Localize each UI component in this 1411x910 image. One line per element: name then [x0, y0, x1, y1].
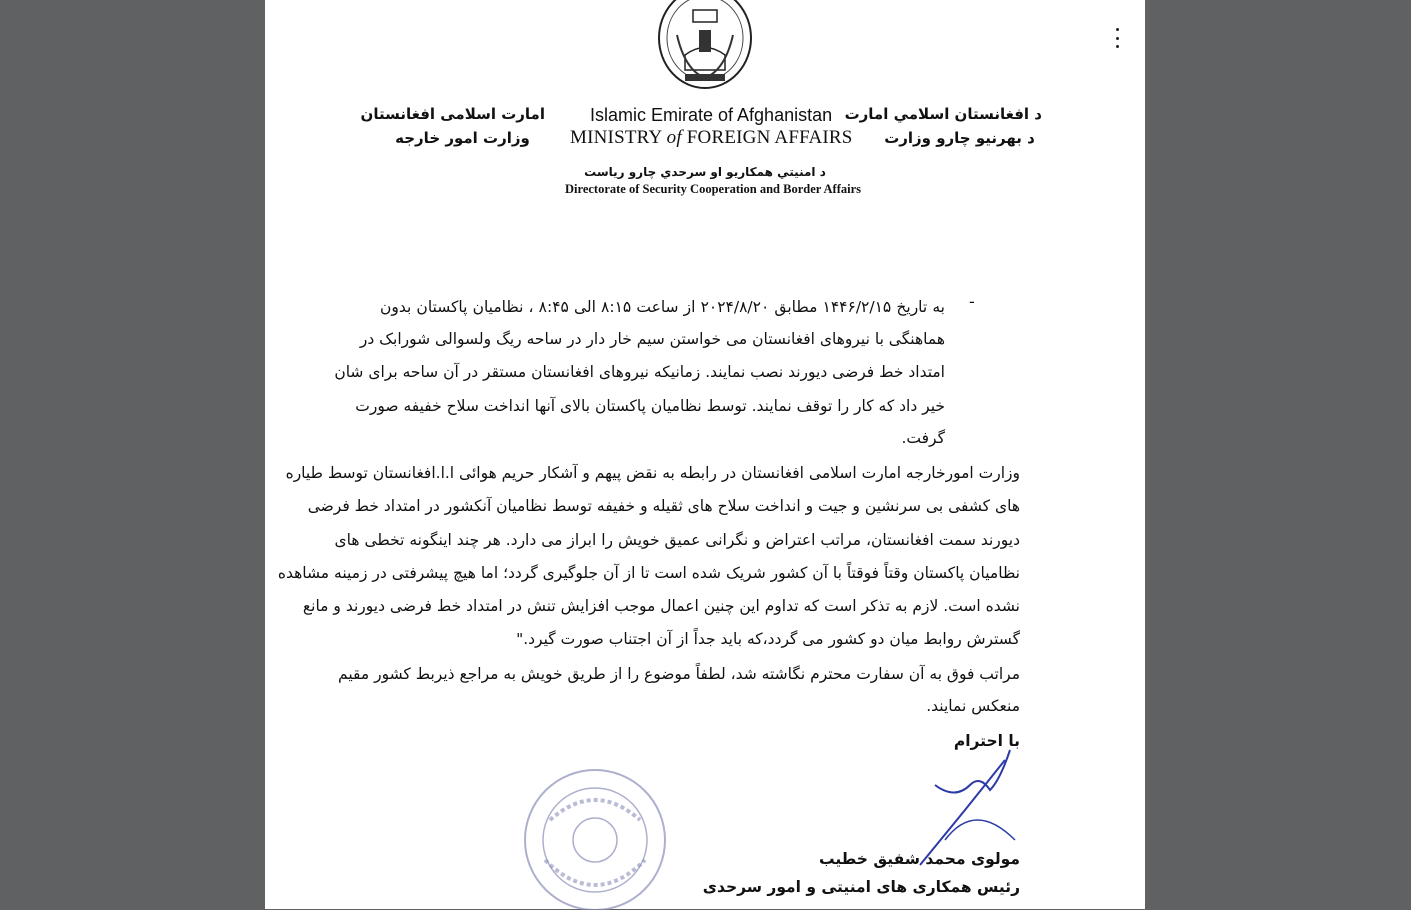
of-text: of	[666, 127, 682, 148]
paragraph2-line: گسترش روابط میان دو کشور می گردد،که باید جداً از آن اجتناب صورت گیرد."	[516, 630, 1020, 648]
paragraph2-line: های کشفی بی سرنشین و جیت و انداخت سلاح های ثقیله و خفیفه توسط نظامیان آنکشور در امتداد خط فرضی	[307, 497, 1020, 515]
paragraph2-line: دیورند سمت افغانستان، مراتب اعتراض و نگرانی عمیق خویش را ابراز می دارد. هر چند اینگونه تخطی های	[334, 531, 1020, 549]
directorate-english: Directorate of Security Cooperation and Border Affairs	[565, 182, 862, 196]
signatory-title: رئیس همکاری های امنیتی و امور سرحدی	[702, 878, 1020, 896]
document-page	[265, 0, 1145, 909]
foreign-affairs-text: FOREIGN AFFAIRS	[681, 127, 853, 148]
bullet-dash: -	[969, 292, 975, 311]
paragraph1-line: خیر داد که کار را توقف نمایند. توسط نظامیان پاکستان بالای آنها انداخت سلاح خفیفه صورت	[355, 397, 945, 415]
ministry-text: MINISTRY	[570, 127, 667, 148]
paragraph3-line: مراتب فوق به آن سفارت محترم نگاشته شد، لطفاً موضوع را از طریق خویش به مراجع ذیربط کشور مقیم	[338, 665, 1020, 683]
paragraph3-line: منعکس نمایند.	[926, 697, 1020, 715]
pashto-line-1: د افغانستان اسلامي امارت	[844, 105, 1042, 123]
letterhead-dari	[360, 102, 545, 150]
emblem-seal-icon	[655, 0, 755, 92]
letterhead-pashto	[844, 102, 1042, 150]
kebab-menu-icon[interactable]	[1110, 28, 1124, 48]
letterhead-english-line1: Islamic Emirate of Afghanistan	[590, 105, 833, 125]
dari-line-1: امارت اسلامی افغانستان	[360, 105, 545, 123]
paragraph1-line: امتداد خط فرضی دیورند نصب نمایند. زمانیکه نیروهای افغانستان مستقر در آن ساحه برای شان	[334, 363, 945, 381]
closing-text: با احترام	[953, 732, 1020, 750]
paragraph1-line: هماهنگی با نیروهای افغانستان می خواستن سیم خار دار در ساحه ریگ ولسوالی شورابک در	[359, 330, 945, 348]
signatory-name: مولوی محمد شفیق خطیب	[818, 850, 1020, 868]
letterhead-english-line2	[570, 127, 853, 149]
paragraph2-line: نشده است. لازم به تذکر است که تداوم این چنین اعمال موجب افزایش تنش در امتداد خط فرضی دیورند و مانع	[302, 597, 1020, 615]
paragraph2-line: نظامیان پاکستان وقتاً فوقتاً با آن کشور شریک شده است تا از آن جلوگیری گردد؛ اما هیچ پیشرفتی در زمینه مشاهده	[277, 564, 1020, 582]
pashto-line-2: د بهرنيو چارو وزارت	[884, 129, 1035, 147]
paragraph1-line: به تاریخ ۱۴۴۶/۲/۱۵ مطابق ۲۰۲۴/۸/۲۰ از ساعت ۸:۱۵ الی ۸:۴۵ ، نظامیان پاکستان بدون	[380, 298, 945, 316]
directorate-pashto: د امنيتي همکاريو او سرحدي چارو رياست	[584, 165, 826, 179]
paragraph1-line: گرفت.	[901, 429, 945, 447]
paragraph2-line: وزارت امورخارجه امارت اسلامی افغانستان در رابطه به نقض پیهم و آشکار حریم هوائی ا.ا.افغانستان توسط طیاره	[285, 464, 1020, 482]
dari-line-2: وزارت امور خارجه	[395, 129, 530, 147]
